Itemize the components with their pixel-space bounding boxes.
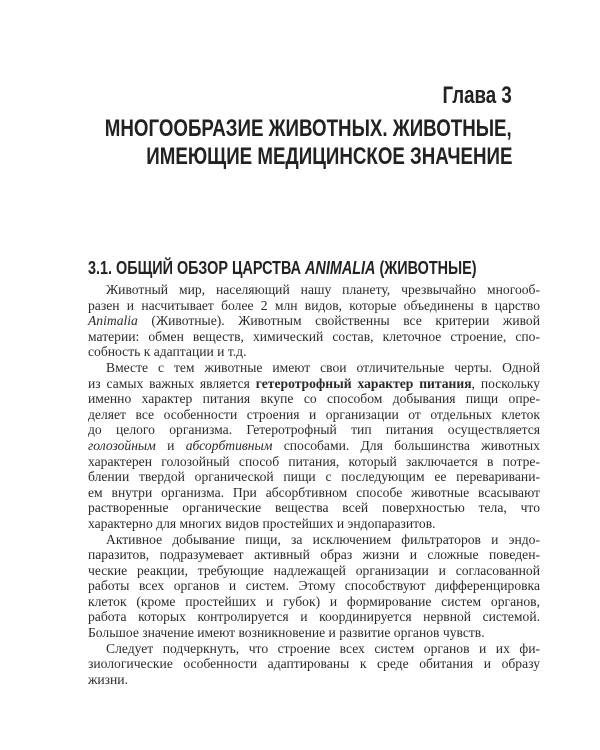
text-line — [88, 609, 540, 625]
text-line — [88, 578, 540, 594]
text-run: именно характер питания вкупе со способом добывания пищи опре- — [88, 391, 540, 407]
italic-term: голозойным — [88, 437, 156, 453]
text-line — [88, 500, 540, 516]
paragraph — [88, 532, 540, 641]
text-run: собность к адаптации и т.д. — [88, 344, 247, 360]
text-run: и — [155, 437, 186, 453]
text-run: характерен голозойный способ питания, который заключается в потре- — [88, 453, 540, 469]
bold-term: гетеротрофный характер питания — [255, 375, 472, 391]
text-line — [88, 641, 540, 657]
text-line — [88, 282, 540, 298]
text-line — [88, 485, 540, 501]
text-line — [88, 532, 540, 548]
text-run: работы всех органов и систем. Этому способствуют дифференцировка — [88, 578, 540, 594]
chapter-title-line: ИМЕЮЩИЕ МЕДИЦИНСКОЕ ЗНАЧЕНИЕ — [145, 143, 512, 170]
text-run: способами. Для большинства животных — [272, 437, 540, 453]
section-heading — [88, 258, 477, 279]
text-line — [88, 360, 540, 376]
section-heading-italic: ANIMALIA — [305, 258, 376, 278]
text-line — [88, 516, 540, 532]
text-line — [88, 563, 540, 579]
text-line — [88, 344, 540, 360]
text-line — [88, 407, 540, 423]
text-run: деляет все особенности строения и организации от отдельных клеток — [88, 406, 540, 422]
text-line — [88, 547, 540, 563]
chapter-label: Глава 3 — [442, 82, 512, 109]
italic-term: Animalia — [88, 313, 138, 329]
body-text — [88, 282, 540, 687]
text-run: Животный мир, населяющий нашу планету, чрезвычайно многооб- — [106, 282, 540, 297]
text-run: , поскольку — [471, 375, 540, 391]
text-run: (Животные). Животным свойственны все критерии живой — [137, 313, 540, 329]
text-line — [88, 422, 540, 438]
text-run: зиологические особенности адаптированы к среде обитания и образу — [88, 656, 540, 672]
text-run: блении твердой органической пищи с последующим ее переваривани- — [88, 469, 540, 485]
text-line — [88, 469, 540, 485]
paragraph — [88, 282, 540, 360]
text-line — [88, 454, 540, 470]
text-line — [88, 594, 540, 610]
text-run: работа которых контролируется и координируется нервной системой. — [88, 609, 540, 625]
text-run: Активное добывание пищи, за исключением фильтраторов и эндо- — [106, 531, 540, 547]
paragraph — [88, 641, 540, 688]
text-run: растворенные органические вещества всей поверхностью тела, что — [88, 500, 540, 516]
text-line — [88, 672, 540, 688]
section-heading-prefix: 3.1. ОБЩИЙ ОБЗОР ЦАРСТВА — [88, 258, 306, 278]
text-run: паразитов, подразумевает активный образ жизни и сложные поведен- — [88, 547, 540, 563]
text-run: до целого организма. Гетеротрофный тип питания осуществляется — [88, 422, 540, 438]
text-run: Вместе с тем животные имеют свои отличительные черты. Одной — [106, 359, 540, 375]
chapter-title-line: МНОГООБРАЗИЕ ЖИВОТНЫХ. ЖИВОТНЫЕ, — [105, 115, 512, 142]
text-line — [88, 656, 540, 672]
text-line — [88, 391, 540, 407]
text-run: разен и насчитывает более 2 млн видов, которые объединены в царство — [88, 297, 540, 313]
text-run: ем внутри организма. При абсорбтивном способе животные всасывают — [88, 484, 540, 500]
text-line — [88, 298, 540, 314]
text-line — [88, 329, 540, 345]
italic-term: абсорбтивным — [185, 437, 273, 453]
text-line — [88, 376, 540, 392]
text-line — [88, 625, 540, 641]
text-line — [88, 313, 540, 329]
text-run: клеток (кроме простейших и губок) и формирование систем органов, — [88, 593, 540, 609]
section-heading-suffix: (ЖИВОТНЫЕ) — [375, 258, 477, 278]
text-run: материи: обмен веществ, химический состав, клеточное строение, спо- — [88, 328, 540, 344]
text-line — [88, 438, 540, 454]
paragraph — [88, 360, 540, 532]
text-run: ческие реакции, требующие надлежащей организации и согласованной — [88, 562, 540, 578]
text-run: жизни. — [88, 671, 128, 687]
text-run: из самых важных является — [88, 375, 256, 391]
text-run: Следует подчеркнуть, что строение всех систем органов и их фи- — [106, 640, 540, 656]
text-run: характерно для многих видов простейших и эндопаразитов. — [88, 515, 436, 531]
text-run: Большое значение имеют возникновение и развитие органов чувств. — [88, 625, 485, 641]
